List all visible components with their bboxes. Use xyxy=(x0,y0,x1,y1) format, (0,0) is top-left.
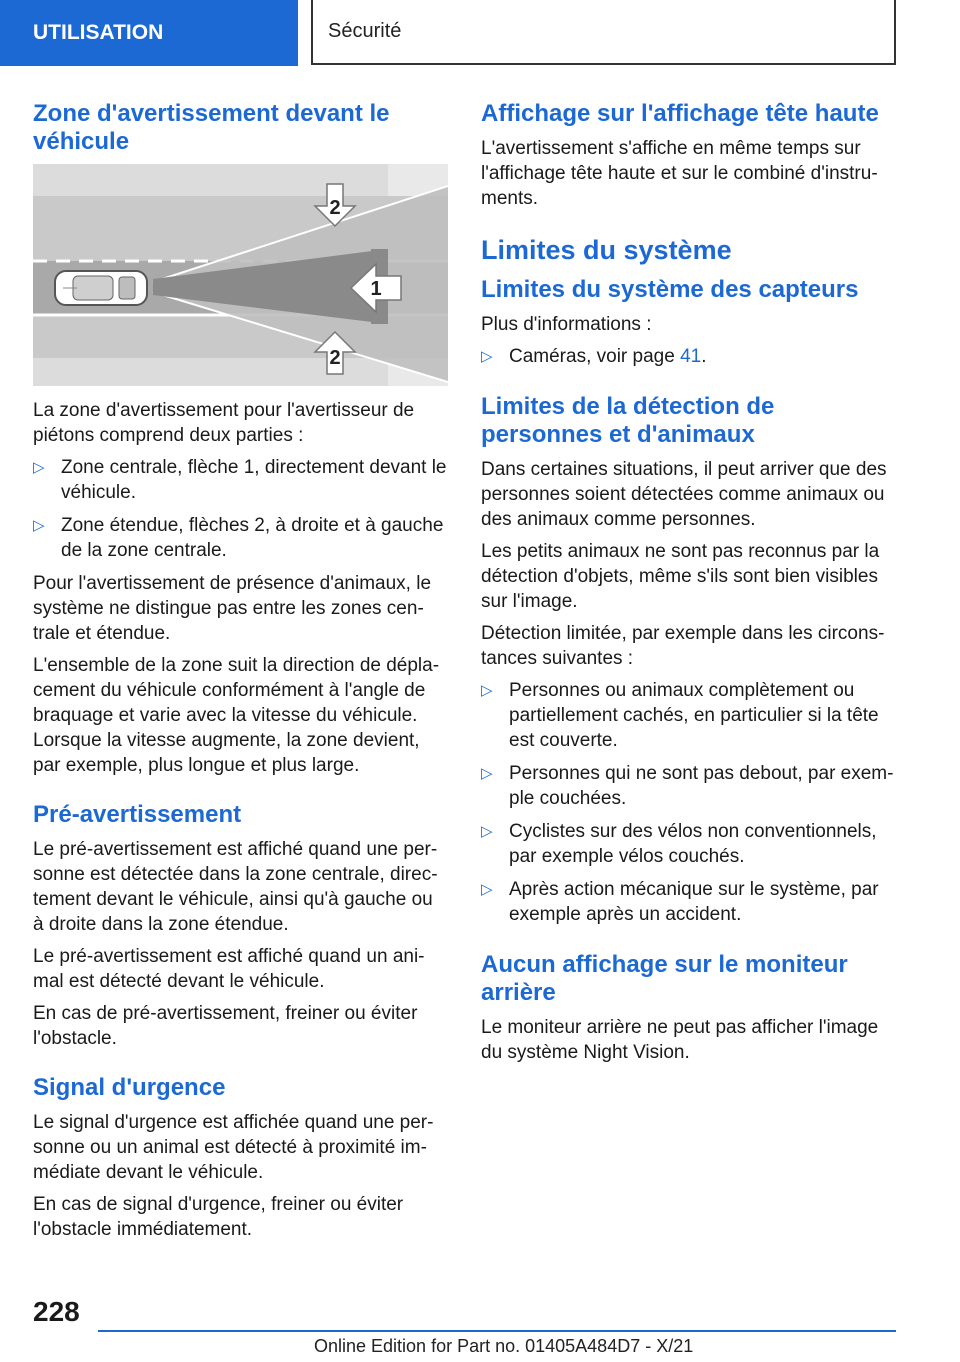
paragraph: L'avertissement s'affiche en même temps sur l'affichage tête haute et sur le combiné d'instruments. xyxy=(481,138,878,209)
heading-pre-warning: Pré-avertissement xyxy=(33,801,242,828)
heading-hud-display: Affichage sur l'affichage tête haute xyxy=(481,100,879,127)
triangle-bullet-icon: ▷ xyxy=(481,765,493,782)
list-item-text: Personnes ou animaux complètement ou partiellement cachés, en particulier si la tête est couverte. xyxy=(509,680,879,751)
paragraph: Les petits animaux ne sont pas reconnus par la détection d'objets, même s'ils sont bien visibles sur l'image. xyxy=(481,541,880,612)
list-item-text: Zone étendue, flèches 2, à droite et à gauche de la zone centrale. xyxy=(61,515,444,561)
triangle-bullet-icon: ▷ xyxy=(33,459,45,476)
list-item xyxy=(33,455,448,505)
list-item xyxy=(481,678,896,753)
list-item xyxy=(481,761,896,811)
paragraph: En cas de signal d'urgence, freiner ou éviter l'obstacle immédiatement. xyxy=(33,1194,404,1240)
chapter-title: Sécurité xyxy=(311,0,896,65)
paragraph: Pour l'avertissement de présence d'animaux, le système ne distingue pas entre les zones centrale et étendue. xyxy=(33,573,432,644)
list-item xyxy=(481,344,896,369)
list-item-text: Après action mécanique sur le système, par exemple après un accident. xyxy=(509,879,879,925)
triangle-bullet-icon: ▷ xyxy=(481,881,493,898)
zone-list xyxy=(33,455,448,563)
paragraph: Détection limitée, par exemple dans les circonstances suivantes : xyxy=(481,623,885,669)
list-item-text: Cyclistes sur des vélos non conventionnels, par exemple vélos couchés. xyxy=(509,821,877,867)
page-link[interactable]: 41 xyxy=(680,346,702,367)
figure-label-1: 1 xyxy=(370,278,382,300)
heading-warning-zone: Zone d'avertissement devant le véhicule xyxy=(33,100,390,155)
list-item xyxy=(33,513,448,563)
triangle-bullet-icon: ▷ xyxy=(481,823,493,840)
heading-emergency-signal: Signal d'urgence xyxy=(33,1074,226,1101)
heading-system-limits: Limites du système xyxy=(481,235,732,265)
triangle-bullet-icon: ▷ xyxy=(481,682,493,699)
paragraph: Plus d'informations : xyxy=(481,314,652,335)
footer-edition: Online Edition for Part no. 01405A484D7 - X/21 xyxy=(314,1336,694,1356)
list-item-text: Personnes qui ne sont pas debout, par exemple couchées. xyxy=(509,763,894,809)
heading-detection-limits: Limites de la détection de personnes et d'animaux xyxy=(481,393,775,448)
figure-label-2-top: 2 xyxy=(329,197,341,219)
heading-sensor-limits: Limites du système des capteurs xyxy=(481,276,859,303)
sensor-list xyxy=(481,344,896,369)
paragraph: La zone d'avertissement pour l'avertisseur de piétons comprend deux parties : xyxy=(33,400,415,446)
list-item-text: Zone centrale, flèche 1, directement devant le véhicule. xyxy=(61,457,447,503)
heading-rear-monitor: Aucun affichage sur le moniteur arrière xyxy=(481,951,848,1006)
list-item-end: . xyxy=(701,346,707,367)
list-item xyxy=(481,877,896,927)
triangle-bullet-icon: ▷ xyxy=(33,517,45,534)
paragraph: En cas de pré-avertissement, freiner ou éviter l'obstacle. xyxy=(33,1003,418,1049)
paragraph: Le signal d'urgence est affichée quand une personne ou un animal est détecté à proximité immédiate devant le véhicule. xyxy=(33,1112,434,1183)
figure-label-2-bottom: 2 xyxy=(329,347,341,369)
right-column xyxy=(481,100,896,1072)
triangle-bullet-icon: ▷ xyxy=(481,348,493,365)
warning-zone-figure xyxy=(33,164,448,386)
footer-divider xyxy=(98,1330,896,1332)
paragraph: Le pré-avertissement est affiché quand une personne est détectée dans la zone centrale, directement devant le véhicule, ainsi qu'à gauche ou à droite dans la zone étendue. xyxy=(33,839,438,935)
page-number: 228 xyxy=(33,1296,80,1327)
paragraph: L'ensemble de la zone suit la direction de déplacement du véhicule conformément à l'angle de braquage et varie avec la vitesse du véhicule. Lorsque la vitesse augmente, la zone devient, par exemple, plus longue et plus large. xyxy=(33,655,440,776)
section-tab: UTILISATION xyxy=(0,0,298,66)
paragraph: Le moniteur arrière ne peut pas afficher l'image du système Night Vision. xyxy=(481,1017,879,1063)
paragraph: Le pré-avertissement est affiché quand un animal est détecté devant le véhicule. xyxy=(33,946,425,992)
left-column xyxy=(33,100,448,1249)
detection-list xyxy=(481,678,896,927)
list-item-text: Caméras, voir page xyxy=(509,346,681,367)
list-item xyxy=(481,819,896,869)
paragraph: Dans certaines situations, il peut arriver que des personnes soient détectées comme animaux ou des animaux comme personnes. xyxy=(481,459,887,530)
